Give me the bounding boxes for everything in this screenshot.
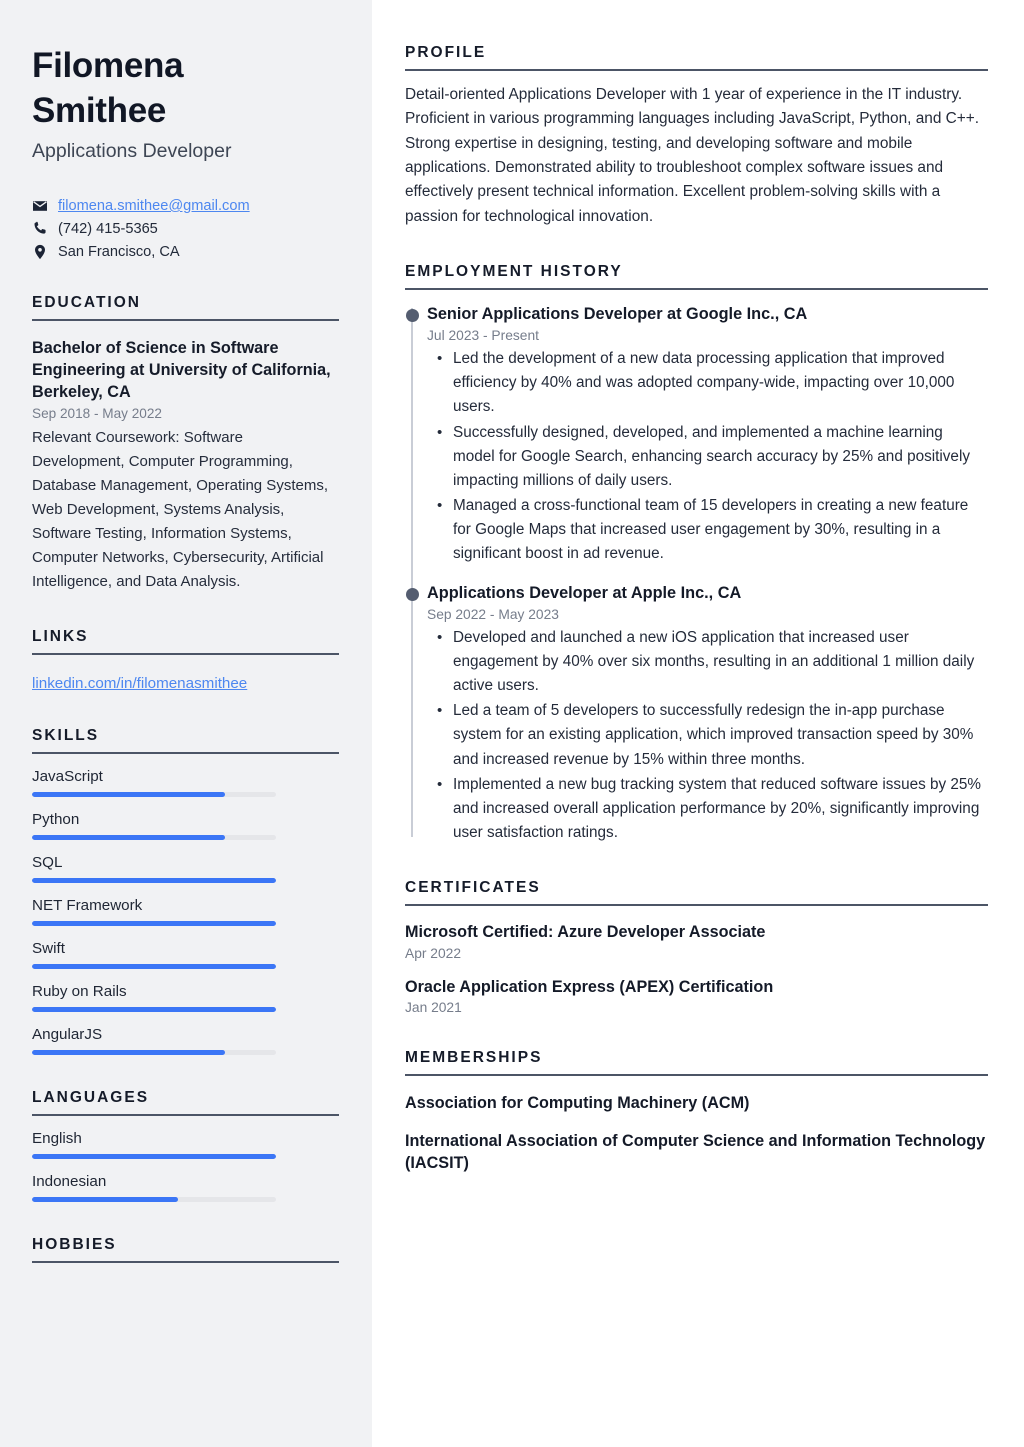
employment-bullets	[427, 626, 988, 845]
skill-label: JavaScript	[32, 768, 103, 786]
employment-bullet: • Led the development of a new data processing application that improved efficiency by 40% and was adopted company-wide, impacting over 10,000 users.	[453, 347, 988, 419]
skill-level-fill	[32, 1050, 225, 1055]
envelope-icon	[32, 198, 48, 214]
section-heading-education: EDUCATION	[32, 293, 141, 311]
candidate-job-title: Applications Developer	[32, 139, 232, 162]
section-heading-memberships: MEMBERSHIPS	[405, 1048, 543, 1066]
main-column	[372, 0, 1024, 1447]
section-education	[32, 294, 338, 594]
section-languages	[32, 1089, 338, 1202]
employment-entry	[427, 583, 988, 846]
education-date: Sep 2018 - May 2022	[32, 406, 162, 422]
skill-level-track	[32, 878, 276, 883]
language-level-fill	[32, 1197, 178, 1202]
employment-date: Jul 2023 - Present	[427, 328, 539, 344]
language-level-track	[32, 1154, 276, 1159]
certificate-item	[405, 977, 988, 1015]
first-name: Filomena	[32, 46, 184, 85]
skill-level-track	[32, 835, 276, 840]
section-divider	[405, 69, 988, 71]
skill-level-track	[32, 1050, 276, 1055]
language-level-track	[32, 1197, 276, 1202]
section-links	[32, 628, 338, 693]
certificates-list	[405, 922, 988, 1015]
skill-label: Ruby on Rails	[32, 983, 127, 1001]
employment-title: Senior Applications Developer at Google Inc., CA	[427, 304, 808, 323]
section-employment-history	[405, 263, 988, 845]
contact-phone-value: (742) 415-5365	[58, 220, 158, 237]
section-divider	[32, 1114, 339, 1116]
membership-item: International Association of Computer Science and Information Technology (IACSIT)	[405, 1131, 986, 1172]
last-name: Smithee	[32, 90, 167, 130]
map-pin-icon	[32, 244, 48, 260]
section-divider	[32, 752, 339, 754]
section-heading-hobbies: HOBBIES	[32, 1236, 117, 1254]
certificate-date: Jan 2021	[405, 999, 462, 1015]
skill-item	[32, 854, 338, 883]
skill-item	[32, 983, 338, 1012]
memberships-list	[405, 1092, 988, 1174]
section-heading-skills: SKILLS	[32, 727, 100, 745]
skill-level-fill	[32, 921, 276, 926]
section-divider	[32, 653, 339, 655]
contact-email[interactable]	[32, 198, 338, 214]
membership-item: Association for Computing Machinery (ACM)	[405, 1093, 750, 1112]
skill-level-fill	[32, 878, 276, 883]
section-skills	[32, 727, 338, 1055]
skill-level-track	[32, 921, 276, 926]
skill-label: Swift	[32, 940, 65, 958]
skills-list	[32, 768, 338, 1055]
contact-list	[32, 198, 338, 260]
section-divider	[405, 288, 988, 290]
employment-date: Sep 2022 - May 2023	[427, 606, 559, 622]
skill-label: NET Framework	[32, 897, 143, 915]
employment-bullet: • Managed a cross-functional team of 15 developers in creating a new feature for Google Maps that increased user engagement by 30%, resulting in a significant boost in ad revenue.	[453, 494, 988, 566]
language-label: English	[32, 1130, 82, 1148]
languages-list	[32, 1130, 338, 1202]
contact-location-value: San Francisco, CA	[58, 243, 180, 260]
sidebar	[0, 0, 372, 1447]
candidate-name	[32, 44, 338, 134]
language-item	[32, 1173, 338, 1202]
certificate-item	[405, 922, 988, 960]
employment-entry	[427, 304, 988, 567]
skill-level-track	[32, 792, 276, 797]
skill-label: SQL	[32, 854, 63, 872]
certificate-date: Apr 2022	[405, 945, 461, 961]
education-description: Relevant Coursework: Software Development, Computer Programming, Database Management, Operating Systems, Web Development, Systems Analysis, Software Testing, Information Systems, Computer Networks, Cybersecurity, Artificial Intelligence, and Data Analysis.	[32, 429, 328, 591]
education-degree: Bachelor of Science in Software Engineering at University of California, Berkeley, CA	[32, 338, 331, 401]
skill-item	[32, 940, 338, 969]
skill-level-fill	[32, 835, 225, 840]
profile-text: Detail-oriented Applications Developer with 1 year of experience in the IT industry. Proficient in various programming languages including JavaScript, Python, and C++. Strong expertise in designing, testing, and developing software and mobile applications. Demonstrated ability to troubleshoot complex software issues and effectively present technical information. Excellent problem-solving skills with a passion for technological innovation.	[405, 86, 980, 225]
section-heading-links: LINKS	[32, 628, 89, 646]
link-item[interactable]	[32, 675, 338, 693]
employment-title: Applications Developer at Apple Inc., CA	[427, 583, 742, 602]
employment-bullet: • Developed and launched a new iOS application that increased user engagement by 40% over six months, resulting in an additional 1 million daily active users.	[453, 626, 988, 698]
section-heading-employment: EMPLOYMENT HISTORY	[405, 262, 623, 280]
section-divider	[32, 1261, 339, 1263]
skill-level-track	[32, 964, 276, 969]
contact-email-link[interactable]: filomena.smithee@gmail.com	[58, 197, 250, 214]
section-profile	[405, 44, 988, 229]
employment-bullets	[427, 347, 988, 566]
section-certificates	[405, 879, 988, 1015]
section-divider	[405, 1074, 988, 1076]
skill-item	[32, 768, 338, 797]
contact-phone	[32, 221, 338, 237]
skill-label: AngularJS	[32, 1026, 103, 1044]
section-heading-languages: LANGUAGES	[32, 1089, 150, 1107]
timeline-dot-icon	[406, 588, 419, 601]
timeline-dot-icon	[406, 309, 419, 322]
language-item	[32, 1130, 338, 1159]
skill-level-fill	[32, 1007, 276, 1012]
skill-level-fill	[32, 792, 225, 797]
skill-label: Python	[32, 811, 80, 829]
section-memberships	[405, 1049, 988, 1174]
language-label: Indonesian	[32, 1173, 107, 1191]
skill-item	[32, 1026, 338, 1055]
skill-item	[32, 897, 338, 926]
certificate-name: Microsoft Certified: Azure Developer Associate	[405, 923, 766, 942]
linkedin-link[interactable]: linkedin.com/in/filomenasmithee	[32, 675, 248, 693]
section-heading-certificates: CERTIFICATES	[405, 879, 541, 897]
employment-bullet: • Successfully designed, developed, and implemented a machine learning model for Google Search, enhancing search accuracy by 25% and positively impacting millions of daily users.	[453, 421, 988, 493]
section-divider	[32, 319, 339, 321]
employment-timeline	[405, 304, 988, 845]
contact-location	[32, 244, 338, 260]
skill-level-fill	[32, 964, 276, 969]
employment-bullet: • Led a team of 5 developers to successfully redesign the in-app purchase system for an existing application, which improved transaction speed by 30% and increased revenue by 15% within three months.	[453, 699, 988, 771]
section-hobbies	[32, 1236, 338, 1263]
section-heading-profile: PROFILE	[405, 44, 487, 61]
phone-icon	[32, 221, 48, 237]
skill-level-track	[32, 1007, 276, 1012]
section-divider	[405, 904, 988, 906]
skill-item	[32, 811, 338, 840]
employment-bullet: • Implemented a new bug tracking system that reduced software issues by 25% and increased overall application performance by 20%, significantly improving user satisfaction ratings.	[453, 773, 988, 845]
certificate-name: Oracle Application Express (APEX) Certification	[405, 977, 774, 996]
language-level-fill	[32, 1154, 276, 1159]
